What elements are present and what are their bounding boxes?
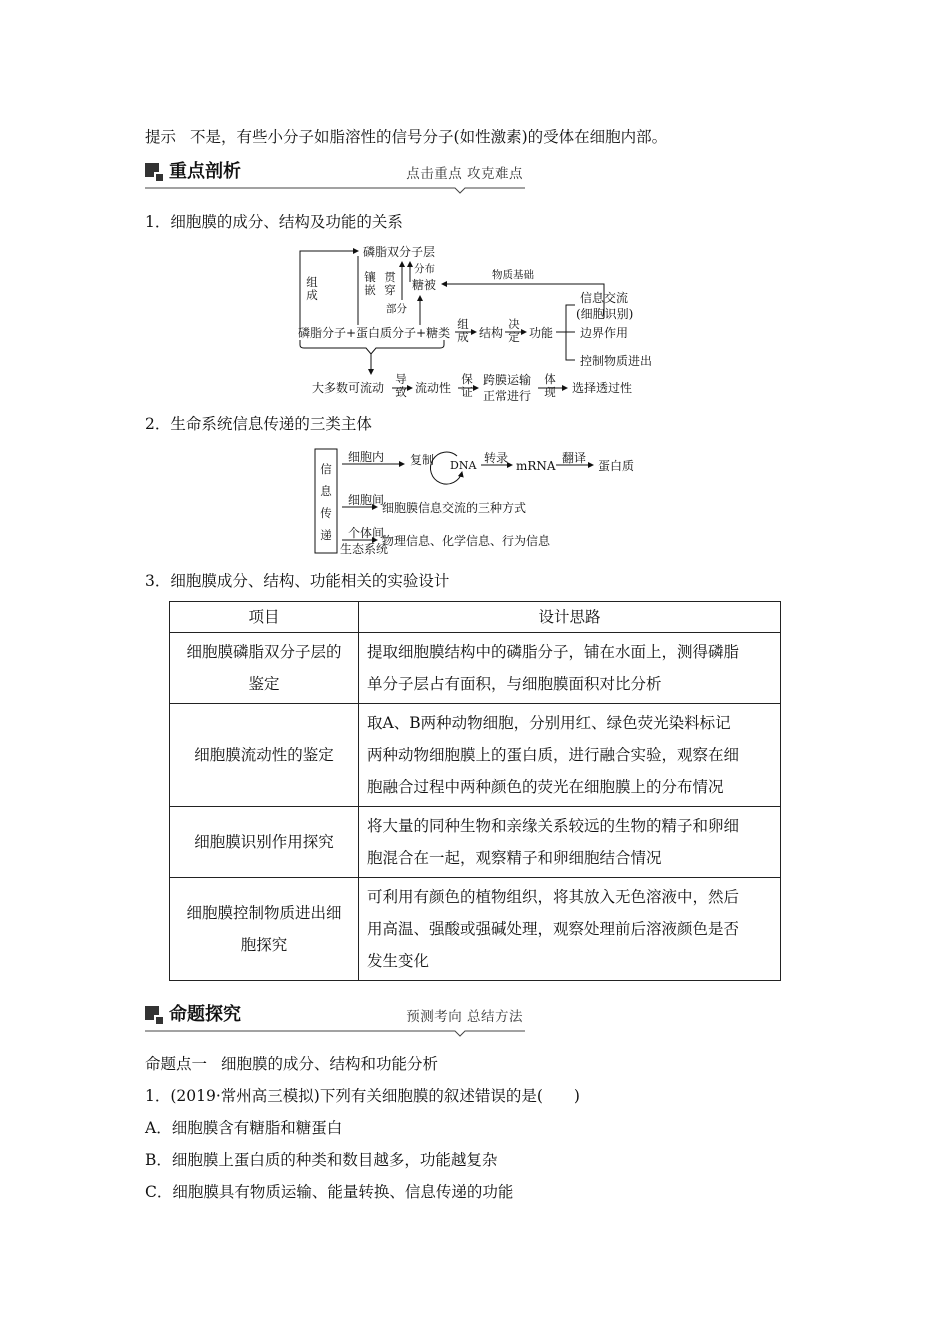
table-cell-item: 细胞膜识别作用探究 <box>170 807 359 878</box>
item3-heading: 3．细胞膜成分、结构、功能相关的实验设计 <box>145 572 450 590</box>
mrna-label: mRNA <box>516 459 556 473</box>
table-header-item: 项目 <box>170 602 359 633</box>
topic-line <box>145 1054 438 1074</box>
section-header-exam-questions <box>145 1003 525 1033</box>
ecosystem-label: 生态系统 <box>340 542 389 556</box>
table-cell-design: 提取细胞膜结构中的磷脂分子，铺在水面上，测得磷脂 单分子层占有面积，与细胞膜面积对比分析 <box>359 633 781 704</box>
table-cell-design: 可利用有颜色的植物组织，将其放入无色溶液中，然后 用高温、强酸或强碱处理，观察处理前后溶液颜色是否 发生变化 <box>359 878 781 981</box>
part-label: 部分 <box>386 303 407 315</box>
replicate-label: 复制 <box>410 453 435 467</box>
table-cell-design: 将大量的同种生物和亲缘关系较远的生物的精子和卵细 胞混合在一起，观察精子和卵细胞结合情况 <box>359 807 781 878</box>
table-header-row <box>170 602 781 633</box>
individual-label: 个体间 <box>348 526 385 540</box>
table-cell-item: 细胞膜控制物质进出细 胞探究 <box>170 878 359 981</box>
protein-label: 蛋白质 <box>598 459 635 473</box>
diagram1-lines <box>0 0 950 420</box>
bilayer-label: 磷脂双分子层 <box>363 245 436 259</box>
item2-heading: 2．生命系统信息传递的三类主体 <box>145 415 372 433</box>
question-option-b: B．细胞膜上蛋白质的种类和数目越多，功能越复杂 <box>145 1151 498 1169</box>
ecosystem-result: 物理信息、化学信息、行为信息 <box>382 534 551 548</box>
section-title: 命题探究 <box>169 1004 241 1025</box>
topic-text: 细胞膜的成分、结构和功能分析 <box>221 1055 439 1073</box>
distribution-label: 分布 <box>414 263 435 275</box>
table-row <box>170 633 781 704</box>
compose-label-right: 组 成 <box>457 317 469 344</box>
lead-to-label: 导 致 <box>395 372 407 399</box>
transport-label-2: 正常进行 <box>483 389 532 403</box>
selective-permeability-label: 选择透过性 <box>572 381 633 395</box>
question-option-c: C．细胞膜具有物质运输、能量转换、信息传递的功能 <box>145 1183 514 1201</box>
item1-heading: 1．细胞膜的成分、结构及功能的关系 <box>145 213 403 231</box>
components-label: 磷脂分子+蛋白质分子+糖类 <box>298 326 451 340</box>
table-cell-design: 取A、B两种动物细胞，分别用红、绿色荧光染料标记 两种动物细胞膜上的蛋白质，进行融合实验，观察在细 胞融合过程中两种颜色的荧光在细胞膜上的分布情况 <box>359 704 781 807</box>
question-option-a: A．细胞膜含有糖脂和糖蛋白 <box>145 1119 343 1137</box>
section-square-icon <box>145 1006 163 1024</box>
section-rule <box>145 187 525 197</box>
section-header-key-points <box>145 160 525 190</box>
table-row <box>170 704 781 807</box>
section-square-icon <box>145 163 163 181</box>
fluidity-label: 流动性 <box>415 381 452 395</box>
diagram2-lines <box>0 0 950 570</box>
function-info-exchange: 信息交流 <box>580 291 629 305</box>
section-subtitle: 预测考向 总结方法 <box>406 1009 523 1025</box>
topic-label: 命题点一 <box>145 1055 208 1073</box>
dna-label: DNA <box>450 459 477 472</box>
transcribe-label: 转录 <box>484 451 509 465</box>
glycocalyx-label: 糖被 <box>412 278 437 292</box>
embody-label: 体 现 <box>544 372 556 399</box>
table-header-design: 设计思路 <box>359 602 781 633</box>
function-boundary: 边界作用 <box>580 326 629 340</box>
hint-label: 提示 <box>145 128 177 146</box>
intercellular-result: 细胞膜信息交流的三种方式 <box>382 501 527 515</box>
intercellular-label: 细胞间 <box>348 493 385 507</box>
table-row <box>170 878 781 981</box>
determine-label: 决 定 <box>508 317 520 344</box>
section-subtitle: 点击重点 攻克难点 <box>406 166 523 182</box>
mobile-label: 大多数可流动 <box>312 381 385 395</box>
table-cell-item: 细胞膜流动性的鉴定 <box>170 704 359 807</box>
function-control-transport: 控制物质进出 <box>580 354 653 368</box>
intracellular-label: 细胞内 <box>348 450 385 464</box>
translate-label: 翻译 <box>562 451 587 465</box>
hint-text: 不是，有些小分子如脂溶性的信号分子(如性激素)的受体在细胞内部。 <box>190 128 668 146</box>
structure-label: 结构 <box>479 326 504 340</box>
function-label: 功能 <box>529 326 554 340</box>
experiment-table <box>169 601 781 981</box>
section-title: 重点剖析 <box>169 161 241 182</box>
section-rule <box>145 1030 525 1040</box>
table-row <box>170 807 781 878</box>
table-cell-item: 细胞膜磷脂双分子层的 鉴定 <box>170 633 359 704</box>
compose-label-left: 组 成 <box>306 275 318 302</box>
transport-label-1: 跨膜运输 <box>483 373 532 387</box>
hint-line <box>145 127 667 147</box>
material-basis-label: 物质基础 <box>492 269 534 281</box>
function-cell-recognition: (细胞识别) <box>576 307 634 321</box>
question-stem: 1．(2019·常州高三模拟)下列有关细胞膜的叙述错误的是( ) <box>145 1087 580 1105</box>
penetrate-label: 贯 穿 <box>384 270 396 297</box>
ensure-label: 保 证 <box>461 372 473 399</box>
info-transfer-bracket: 信 息 传 递 <box>320 462 332 542</box>
embed-label: 镶 嵌 <box>364 270 376 297</box>
